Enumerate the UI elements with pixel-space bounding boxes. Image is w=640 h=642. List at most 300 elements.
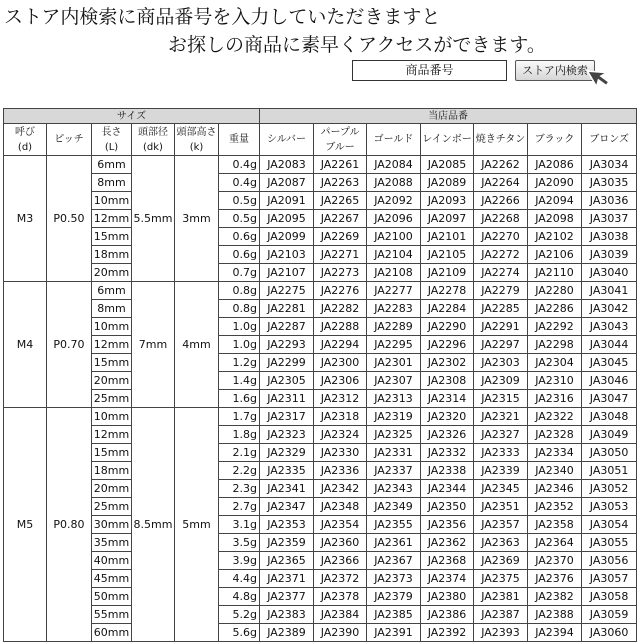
- product-code-cell: JA2326: [421, 426, 474, 444]
- product-code-cell: JA2390: [314, 624, 367, 642]
- weight-cell: 1.8g: [219, 426, 260, 444]
- product-code-cell: JA2315: [474, 390, 528, 408]
- product-code-cell: JA2271: [314, 246, 367, 264]
- product-code-cell: JA2267: [314, 210, 367, 228]
- weight-cell: 2.1g: [219, 444, 260, 462]
- product-code-cell: JA2327: [474, 426, 528, 444]
- product-code-cell: JA2368: [421, 552, 474, 570]
- table-row: [4, 516, 637, 534]
- table-row: [4, 192, 637, 210]
- column-header: [528, 124, 582, 156]
- product-code-cell: JA2083: [260, 156, 314, 174]
- product-code-cell: JA2282: [314, 300, 367, 318]
- product-code-cell: JA2264: [474, 174, 528, 192]
- product-code-cell: JA2099: [260, 228, 314, 246]
- product-code-cell: JA2090: [528, 174, 582, 192]
- product-code-cell: JA2359: [260, 534, 314, 552]
- product-code-cell: JA2372: [314, 570, 367, 588]
- column-header-line1: ピッチ: [54, 134, 84, 145]
- table-row: [4, 552, 637, 570]
- product-code-cell: JA2292: [528, 318, 582, 336]
- weight-cell: 2.3g: [219, 480, 260, 498]
- product-code-cell: JA2373: [367, 570, 421, 588]
- weight-cell: 5.6g: [219, 624, 260, 642]
- product-code-cell: JA3044: [582, 336, 637, 354]
- weight-cell: 4.8g: [219, 588, 260, 606]
- length-cell: 15mm: [92, 444, 132, 462]
- product-code-cell: JA3048: [582, 408, 637, 426]
- product-code-cell: JA2389: [260, 624, 314, 642]
- product-code-cell: JA3049: [582, 426, 637, 444]
- column-header: [92, 124, 132, 156]
- product-code-cell: JA2319: [367, 408, 421, 426]
- product-code-cell: JA2376: [528, 570, 582, 588]
- product-code-cell: JA2334: [528, 444, 582, 462]
- product-code-cell: JA3039: [582, 246, 637, 264]
- product-code-cell: JA2097: [421, 210, 474, 228]
- product-code-cell: JA2352: [528, 498, 582, 516]
- product-code-cell: JA2345: [474, 480, 528, 498]
- product-code-cell: JA2106: [528, 246, 582, 264]
- head-diameter-cell: 7mm: [132, 282, 175, 408]
- length-cell: 20mm: [92, 264, 132, 282]
- product-code-cell: JA2103: [260, 246, 314, 264]
- product-code-cell: JA2287: [260, 318, 314, 336]
- product-code-cell: JA2378: [314, 588, 367, 606]
- product-code-cell: JA3042: [582, 300, 637, 318]
- table-row: [4, 588, 637, 606]
- product-code-cell: JA2307: [367, 372, 421, 390]
- table-row: [4, 300, 637, 318]
- product-code-cell: JA2371: [260, 570, 314, 588]
- column-header-line2: (d): [17, 141, 33, 153]
- length-cell: 15mm: [92, 228, 132, 246]
- product-code-cell: JA2392: [421, 624, 474, 642]
- pitch-cell: P0.70: [47, 282, 92, 408]
- instruction-line-2: お探しの商品に素早くアクセスができます。: [168, 34, 546, 56]
- product-code-cell: JA2380: [421, 588, 474, 606]
- column-header: [219, 124, 260, 156]
- product-code-cell: JA2350: [421, 498, 474, 516]
- product-code-cell: JA2331: [367, 444, 421, 462]
- product-code-cell: JA2294: [314, 336, 367, 354]
- weight-cell: 3.9g: [219, 552, 260, 570]
- product-code-cell: JA2321: [474, 408, 528, 426]
- product-code-cell: JA2297: [474, 336, 528, 354]
- product-code-cell: JA2279: [474, 282, 528, 300]
- product-code-cell: JA2288: [314, 318, 367, 336]
- product-code-cell: JA3035: [582, 174, 637, 192]
- product-code-cell: JA2322: [528, 408, 582, 426]
- weight-cell: 4.4g: [219, 570, 260, 588]
- table-row: [4, 156, 637, 174]
- table-row: [4, 282, 637, 300]
- column-header: [582, 124, 637, 156]
- length-cell: 15mm: [92, 354, 132, 372]
- column-header-line1: ブラック: [534, 134, 575, 145]
- length-cell: 30mm: [92, 516, 132, 534]
- size-group-header: サイズ: [4, 109, 260, 124]
- product-code-cell: JA2318: [314, 408, 367, 426]
- product-code-cell: JA2374: [421, 570, 474, 588]
- product-code-cell: JA2290: [421, 318, 474, 336]
- product-code-cell: JA2101: [421, 228, 474, 246]
- product-code-cell: JA2094: [528, 192, 582, 210]
- product-code-cell: JA3057: [582, 570, 637, 588]
- table-row: [4, 408, 637, 426]
- column-header-line2: (k): [189, 141, 204, 153]
- column-header-line1: シルバー: [266, 134, 307, 145]
- product-code-cell: JA2375: [474, 570, 528, 588]
- product-code-cell: JA2340: [528, 462, 582, 480]
- product-code-cell: JA2348: [314, 498, 367, 516]
- table-row: [4, 354, 637, 372]
- length-cell: 25mm: [92, 498, 132, 516]
- product-code-cell: JA3058: [582, 588, 637, 606]
- mouse-pointer-icon: [585, 64, 615, 94]
- product-code-cell: JA2388: [528, 606, 582, 624]
- product-code-cell: JA2263: [314, 174, 367, 192]
- weight-cell: 1.7g: [219, 408, 260, 426]
- column-header-line1: ブロンズ: [589, 134, 629, 145]
- length-cell: 55mm: [92, 606, 132, 624]
- product-code-cell: JA2289: [367, 318, 421, 336]
- product-code-cell: JA2332: [421, 444, 474, 462]
- column-header: [175, 124, 219, 156]
- length-cell: 8mm: [92, 174, 132, 192]
- length-cell: 10mm: [92, 318, 132, 336]
- product-code-cell: JA2314: [421, 390, 474, 408]
- product-code-cell: JA2357: [474, 516, 528, 534]
- column-header-line1: レインボー: [422, 134, 472, 145]
- pitch-cell: P0.80: [47, 408, 92, 642]
- group-header-row: [4, 109, 637, 124]
- weight-cell: 0.8g: [219, 282, 260, 300]
- product-code-cell: JA2108: [367, 264, 421, 282]
- product-code-cell: JA2382: [528, 588, 582, 606]
- product-code-cell: JA2323: [260, 426, 314, 444]
- product-code-cell: JA3046: [582, 372, 637, 390]
- product-code-cell: JA2356: [421, 516, 474, 534]
- length-cell: 8mm: [92, 300, 132, 318]
- length-cell: 18mm: [92, 462, 132, 480]
- product-code-cell: JA2362: [421, 534, 474, 552]
- product-code-cell: JA2293: [260, 336, 314, 354]
- product-code-cell: JA2311: [260, 390, 314, 408]
- product-code-cell: JA2333: [474, 444, 528, 462]
- product-code-cell: JA2305: [260, 372, 314, 390]
- nominal-size-cell: M5: [4, 408, 47, 642]
- product-code-cell: JA2336: [314, 462, 367, 480]
- product-code-cell: JA2309: [474, 372, 528, 390]
- column-header-line1: 長さ: [101, 126, 122, 138]
- length-cell: 10mm: [92, 408, 132, 426]
- head-diameter-cell: 5.5mm: [132, 156, 175, 282]
- product-code-cell: JA2353: [260, 516, 314, 534]
- weight-cell: 0.5g: [219, 192, 260, 210]
- product-code-cell: JA2303: [474, 354, 528, 372]
- weight-cell: 0.8g: [219, 300, 260, 318]
- product-code-cell: JA2304: [528, 354, 582, 372]
- product-code-cell: JA2324: [314, 426, 367, 444]
- table-row: [4, 246, 637, 264]
- product-code-cell: JA2335: [260, 462, 314, 480]
- length-cell: 45mm: [92, 570, 132, 588]
- product-code-cell: JA2330: [314, 444, 367, 462]
- table-row: [4, 480, 637, 498]
- product-code-cell: JA3036: [582, 192, 637, 210]
- product-code-cell: JA3050: [582, 444, 637, 462]
- product-code-cell: JA2342: [314, 480, 367, 498]
- product-code-cell: JA2347: [260, 498, 314, 516]
- table-row: [4, 534, 637, 552]
- product-code-cell: JA2341: [260, 480, 314, 498]
- product-code-cell: JA2262: [474, 156, 528, 174]
- column-header-line2: ブルー: [325, 141, 355, 153]
- instruction-line-1: ストア内検索に商品番号を入力していただきますと: [4, 6, 441, 28]
- product-code-cell: JA2343: [367, 480, 421, 498]
- product-code-cell: JA3056: [582, 552, 637, 570]
- length-cell: 20mm: [92, 480, 132, 498]
- weight-cell: 0.6g: [219, 228, 260, 246]
- product-code-cell: JA3038: [582, 228, 637, 246]
- length-cell: 40mm: [92, 552, 132, 570]
- product-code-cell: JA2386: [421, 606, 474, 624]
- product-code-cell: JA2096: [367, 210, 421, 228]
- product-code-cell: JA3040: [582, 264, 637, 282]
- column-header-line2: (dk): [143, 141, 163, 153]
- product-code-cell: JA2298: [528, 336, 582, 354]
- weight-cell: 1.2g: [219, 354, 260, 372]
- product-code-cell: JA2296: [421, 336, 474, 354]
- product-code-cell: JA2278: [421, 282, 474, 300]
- table-row: [4, 336, 637, 354]
- product-code-cell: JA2365: [260, 552, 314, 570]
- head-height-cell: 4mm: [175, 282, 219, 408]
- product-code-cell: JA2274: [474, 264, 528, 282]
- head-height-cell: 5mm: [175, 408, 219, 642]
- column-header-line1: 頭部高さ: [176, 126, 217, 138]
- product-code-cell: JA2329: [260, 444, 314, 462]
- product-code-cell: JA2377: [260, 588, 314, 606]
- column-header-line1: 呼び: [15, 126, 35, 138]
- product-code-cell: JA2300: [314, 354, 367, 372]
- product-code-cell: JA2317: [260, 408, 314, 426]
- product-code-cell: JA2270: [474, 228, 528, 246]
- product-code-cell: JA3047: [582, 390, 637, 408]
- product-code-cell: JA2364: [528, 534, 582, 552]
- product-code-cell: JA2266: [474, 192, 528, 210]
- pitch-cell: P0.50: [47, 156, 92, 282]
- column-header-line1: ゴールド: [373, 134, 414, 145]
- product-code-cell: JA2261: [314, 156, 367, 174]
- column-header-line1: 頭部径: [138, 126, 168, 138]
- product-code-cell: JA2085: [421, 156, 474, 174]
- product-code-cell: JA2312: [314, 390, 367, 408]
- product-code-cell: JA2291: [474, 318, 528, 336]
- column-header: [132, 124, 175, 156]
- table-row: [4, 498, 637, 516]
- table-row: [4, 318, 637, 336]
- product-code-cell: JA2265: [314, 192, 367, 210]
- table-row: [4, 228, 637, 246]
- product-code-cell: JA2349: [367, 498, 421, 516]
- column-header: [260, 124, 314, 156]
- product-code-cell: JA2281: [260, 300, 314, 318]
- table-row: [4, 444, 637, 462]
- weight-cell: 3.1g: [219, 516, 260, 534]
- table-row: [4, 210, 637, 228]
- product-code-cell: JA2084: [367, 156, 421, 174]
- product-code-cell: JA3054: [582, 516, 637, 534]
- column-header: [421, 124, 474, 156]
- column-header-line1: パープル: [320, 126, 360, 138]
- table-row: [4, 264, 637, 282]
- length-cell: 10mm: [92, 192, 132, 210]
- product-code-cell: JA2098: [528, 210, 582, 228]
- product-code-cell: JA2280: [528, 282, 582, 300]
- product-code-cell: JA2275: [260, 282, 314, 300]
- length-cell: 6mm: [92, 156, 132, 174]
- product-code-cell: JA2276: [314, 282, 367, 300]
- product-code-cell: JA2358: [528, 516, 582, 534]
- length-cell: 60mm: [92, 624, 132, 642]
- weight-cell: 1.0g: [219, 318, 260, 336]
- product-code-cell: JA2308: [421, 372, 474, 390]
- product-code-cell: JA2299: [260, 354, 314, 372]
- product-code-cell: JA2328: [528, 426, 582, 444]
- product-code-cell: JA2104: [367, 246, 421, 264]
- column-header-line2: (L): [104, 141, 119, 153]
- nominal-size-cell: M4: [4, 282, 47, 408]
- product-code-cell: JA2385: [367, 606, 421, 624]
- product-code-cell: JA2102: [528, 228, 582, 246]
- length-cell: 6mm: [92, 282, 132, 300]
- table-row: [4, 174, 637, 192]
- product-code-cell: JA2268: [474, 210, 528, 228]
- weight-cell: 1.0g: [219, 336, 260, 354]
- weight-cell: 0.4g: [219, 156, 260, 174]
- product-code-cell: JA2086: [528, 156, 582, 174]
- product-code-cell: JA3051: [582, 462, 637, 480]
- product-code-cell: JA2337: [367, 462, 421, 480]
- table-row: [4, 372, 637, 390]
- length-cell: 50mm: [92, 588, 132, 606]
- product-code-cell: JA3052: [582, 480, 637, 498]
- weight-cell: 0.6g: [219, 246, 260, 264]
- product-code-cell: JA2393: [474, 624, 528, 642]
- product-code-cell: JA3041: [582, 282, 637, 300]
- column-header-line1: 焼きチタン: [475, 134, 526, 145]
- product-code-cell: JA2277: [367, 282, 421, 300]
- weight-cell: 1.6g: [219, 390, 260, 408]
- product-code-cell: JA2346: [528, 480, 582, 498]
- length-cell: 25mm: [92, 390, 132, 408]
- product-code-cell: JA2370: [528, 552, 582, 570]
- table-row: [4, 606, 637, 624]
- product-number-group-header: 当店品番: [260, 109, 637, 124]
- table-row: [4, 570, 637, 588]
- head-diameter-cell: 8.5mm: [132, 408, 175, 642]
- column-header-row: [4, 124, 637, 156]
- product-code-cell: JA3053: [582, 498, 637, 516]
- product-code-cell: JA2367: [367, 552, 421, 570]
- column-header: [314, 124, 367, 156]
- product-code-cell: JA2109: [421, 264, 474, 282]
- column-header-line1: 重量: [229, 134, 249, 145]
- product-code-cell: JA2379: [367, 588, 421, 606]
- nominal-size-cell: M3: [4, 156, 47, 282]
- product-code-cell: JA2363: [474, 534, 528, 552]
- screw-spec-table: [3, 108, 637, 642]
- column-header: [474, 124, 528, 156]
- weight-cell: 0.5g: [219, 210, 260, 228]
- product-code-cell: JA2338: [421, 462, 474, 480]
- table-row: [4, 624, 637, 642]
- product-code-cell: JA2344: [421, 480, 474, 498]
- product-code-cell: JA2095: [260, 210, 314, 228]
- product-code-cell: JA2286: [528, 300, 582, 318]
- product-code-cell: JA2100: [367, 228, 421, 246]
- length-cell: 18mm: [92, 246, 132, 264]
- product-code-cell: JA3037: [582, 210, 637, 228]
- length-cell: 12mm: [92, 426, 132, 444]
- product-code-cell: JA2383: [260, 606, 314, 624]
- product-code-cell: JA2284: [421, 300, 474, 318]
- product-code-cell: JA2351: [474, 498, 528, 516]
- product-code-cell: JA2092: [367, 192, 421, 210]
- table-row: [4, 426, 637, 444]
- product-code-cell: JA2384: [314, 606, 367, 624]
- weight-cell: 3.5g: [219, 534, 260, 552]
- product-code-cell: JA2369: [474, 552, 528, 570]
- product-code-cell: JA2107: [260, 264, 314, 282]
- product-code-cell: JA2273: [314, 264, 367, 282]
- product-code-cell: JA2089: [421, 174, 474, 192]
- product-code-cell: JA2320: [421, 408, 474, 426]
- weight-cell: 2.7g: [219, 498, 260, 516]
- product-code-cell: JA2285: [474, 300, 528, 318]
- product-number-search-input[interactable]: 商品番号: [352, 60, 507, 81]
- product-code-cell: JA2360: [314, 534, 367, 552]
- product-code-cell: JA2091: [260, 192, 314, 210]
- product-code-cell: JA2355: [367, 516, 421, 534]
- length-cell: 35mm: [92, 534, 132, 552]
- head-height-cell: 3mm: [175, 156, 219, 282]
- weight-cell: 0.7g: [219, 264, 260, 282]
- product-code-cell: JA2391: [367, 624, 421, 642]
- store-search-button[interactable]: ストア内検索: [515, 60, 595, 81]
- product-code-cell: JA2354: [314, 516, 367, 534]
- column-header: [4, 124, 47, 156]
- product-code-cell: JA2110: [528, 264, 582, 282]
- product-code-cell: JA2381: [474, 588, 528, 606]
- weight-cell: 2.2g: [219, 462, 260, 480]
- length-cell: 12mm: [92, 336, 132, 354]
- product-code-cell: JA2313: [367, 390, 421, 408]
- product-code-cell: JA3043: [582, 318, 637, 336]
- weight-cell: 5.2g: [219, 606, 260, 624]
- product-code-cell: JA2093: [421, 192, 474, 210]
- product-code-cell: JA3034: [582, 156, 637, 174]
- length-cell: 12mm: [92, 210, 132, 228]
- product-code-cell: JA2295: [367, 336, 421, 354]
- product-code-cell: JA2088: [367, 174, 421, 192]
- column-header: [367, 124, 421, 156]
- column-header: [47, 124, 92, 156]
- product-code-cell: JA2306: [314, 372, 367, 390]
- weight-cell: 1.4g: [219, 372, 260, 390]
